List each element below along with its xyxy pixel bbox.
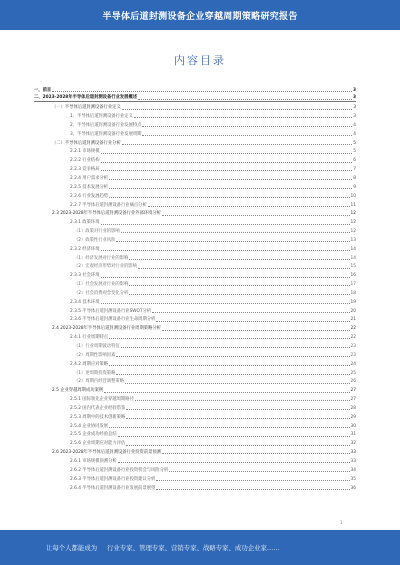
toc-entry[interactable] — [34, 287, 356, 296]
toc-entry-page: 30 — [350, 423, 356, 429]
toc-leader — [156, 480, 349, 481]
toc-entry-label: （2）社会消费观念变化分析 — [74, 290, 129, 296]
toc-entry[interactable] — [34, 455, 356, 464]
toc-leader — [118, 436, 350, 437]
toc-entry[interactable] — [34, 128, 356, 137]
toc-entry-label: 3、半导体后道封测设备行业发展周期 — [70, 131, 142, 137]
toc-entry-label: （2）政策性行业风险 — [74, 237, 116, 243]
toc-leader — [109, 338, 349, 339]
toc-entry-label: 2.2.7 半导体后道封测设备行业痛点分析 — [70, 202, 147, 208]
toc-leader — [121, 347, 350, 348]
toc-entry-page: 7 — [353, 167, 356, 173]
toc-entry-label: （1）逆周期投资策略 — [74, 370, 116, 376]
toc-leader — [129, 285, 349, 286]
toc-entry[interactable] — [34, 473, 356, 482]
toc-entry-page: 18 — [350, 290, 356, 296]
toc-entry[interactable] — [34, 367, 356, 376]
toc-entry-label: 2.6 2023-2028年半导体后道封测设备行业投资前景预测 — [52, 450, 161, 456]
toc-entry[interactable] — [34, 332, 356, 341]
toc-entry-page: 4 — [353, 131, 356, 137]
toc-entry-page: 11 — [350, 202, 356, 208]
toc-entry[interactable] — [34, 314, 356, 323]
toc-entry-page: 3 — [353, 87, 356, 93]
toc-leader — [156, 321, 349, 322]
toc-leader — [142, 135, 352, 136]
toc-entry-label: 2.6.3 半导体后道封测设备行业投资建议分析 — [70, 476, 156, 482]
toc-entry[interactable] — [34, 146, 356, 155]
toc-leader — [129, 294, 349, 295]
toc-entry-label: 2.4.2 周期应对策略 — [70, 361, 109, 367]
toc-entry-label: 2.5.5 企业成功经验总结 — [70, 432, 117, 438]
toc-leader — [126, 409, 349, 410]
toc-leader — [138, 99, 352, 100]
toc-entry-label: 2.3.5 半导体后道封测设备行业SWOT分析 — [70, 308, 152, 314]
toc-entry-page: 12 — [350, 220, 356, 226]
toc-entry-page: 5 — [353, 149, 356, 155]
toc-entry[interactable] — [34, 464, 356, 473]
toc-entry-label: 一、前言 — [34, 87, 52, 93]
toc-entry-page: 27 — [350, 388, 356, 394]
toc-entry[interactable] — [34, 305, 356, 314]
footer-roles: 行业专家、管理专家、营销专家、战略专家、成功企业家…… — [107, 544, 280, 552]
toc-entry-page: 14 — [350, 255, 356, 261]
footer-lead: 让每个人都能成为 — [46, 544, 98, 552]
toc-entry-label: 2.5.3 周期中的技术创新策略 — [70, 414, 126, 420]
toc-entry[interactable] — [34, 261, 356, 270]
toc-entry-page: 36 — [350, 485, 356, 491]
toc-entry-label: 2.5.2 国内代表企业经验借鉴 — [70, 405, 126, 411]
toc-entry[interactable] — [34, 119, 356, 128]
toc-entry[interactable] — [34, 411, 356, 420]
toc-entry-page: 20 — [350, 308, 356, 314]
toc-entry-page: 34 — [350, 467, 356, 473]
toc-entry-page: 28 — [350, 405, 356, 411]
toc-leader — [162, 453, 350, 454]
toc-entry-page: 3 — [353, 95, 356, 101]
toc-entry-label: 2.2.4 用户需求分析 — [70, 175, 109, 181]
toc-entry-label: （一）半导体后道封测设备行业定义 — [52, 105, 121, 111]
toc-leader — [125, 383, 350, 384]
toc-entry[interactable] — [34, 208, 356, 217]
toc-entry-page: 23 — [350, 344, 356, 350]
toc-leader — [134, 117, 352, 118]
toc-entry-label: 2.3.4 技术环境 — [70, 299, 100, 305]
toc-entry-page: 29 — [350, 414, 356, 420]
toc-entry-label: 2.5.1 国际领先企业穿越周期路径 — [70, 397, 134, 403]
toc-entry-page: 22 — [350, 326, 356, 332]
toc-entry[interactable] — [34, 447, 356, 456]
toc-leader — [116, 241, 349, 242]
toc-entry-label: 2.2.1 市场规模 — [70, 149, 100, 155]
toc-leader — [162, 215, 350, 216]
toc-entry-page: 9 — [353, 184, 356, 190]
toc-entry[interactable] — [34, 102, 356, 111]
toc-leader — [101, 162, 353, 163]
toc-leader — [101, 303, 350, 304]
toc-leader — [152, 312, 349, 313]
toc-leader — [101, 224, 350, 225]
toc-entry-label: （二）半导体后道封测设备行业分析 — [52, 140, 121, 146]
toc-entry-page: 21 — [350, 317, 356, 323]
toc-entry-label: 2.6.2 半导体后道封测设备行业投资机会与风险分析 — [70, 467, 169, 473]
toc-entry-label: 2.3.2 经济环境 — [70, 246, 100, 252]
toc-leader — [118, 462, 350, 463]
toc-entry-label: 2.3.3 社会环境 — [70, 273, 100, 279]
toc-leader — [162, 330, 350, 331]
toc-leader — [104, 392, 349, 393]
toc-entry-page: 13 — [350, 237, 356, 243]
toc-entry-label: 2.5.6 企业周期应对能力评估 — [70, 441, 126, 447]
toc-entry[interactable] — [34, 438, 356, 447]
toc-entry[interactable] — [34, 164, 356, 173]
toc-entry-page: 10 — [350, 193, 356, 199]
toc-leader — [169, 471, 349, 472]
toc-entry[interactable] — [34, 429, 356, 438]
report-title: 半导体后道封测设备企业穿越周期策略研究报告 — [102, 11, 298, 22]
toc-leader — [116, 356, 349, 357]
toc-entry[interactable] — [34, 84, 356, 93]
toc-entry-label: （1）行业周期波动特征 — [74, 344, 120, 350]
toc-entry-page: 3 — [353, 105, 356, 111]
toc-entry[interactable] — [34, 93, 356, 102]
toc-entry-page: 25 — [350, 370, 356, 376]
toc-entry-page: 8 — [353, 175, 356, 181]
toc-title: 内容目录 — [174, 54, 226, 67]
toc-leader — [126, 418, 349, 419]
toc-entry[interactable] — [34, 199, 356, 208]
toc-entry-label: （1）经济发展对行业的影响 — [74, 255, 129, 261]
toc-entry-page: 31 — [350, 432, 356, 438]
toc-entry-label: 2.5 企业穿越周期成功案例 — [52, 388, 104, 394]
page-number: 1 — [340, 520, 343, 525]
toc-leader — [101, 250, 350, 251]
toc-entry[interactable] — [34, 226, 356, 235]
toc-entry-label: 2.5.4 企业协同发展 — [70, 423, 109, 429]
report-footer — [0, 530, 400, 565]
toc-entry[interactable] — [34, 172, 356, 181]
toc-entry-label: 2.6.1 市场规模预测分析 — [70, 458, 117, 464]
toc-entry[interactable] — [34, 155, 356, 164]
toc-entry-page: 17 — [350, 282, 356, 288]
toc-entry[interactable] — [34, 243, 356, 252]
toc-entry[interactable] — [34, 358, 356, 367]
toc-entry-page: 32 — [350, 441, 356, 447]
toc-leader — [109, 188, 352, 189]
toc-entry[interactable] — [34, 279, 356, 288]
toc-entry-page: 12 — [350, 211, 356, 217]
toc-entry-page: 19 — [350, 299, 356, 305]
toc-entry-page: 35 — [350, 476, 356, 482]
toc-entry-page: 33 — [350, 458, 356, 464]
toc-entry-label: 2.3.6 半导体后道封测设备行业生命周期分析 — [70, 317, 156, 323]
toc-entry-label: 2.3 2023-2028年半导体后道封测设备行业外部环境分析 — [52, 211, 161, 217]
toc-entry[interactable] — [34, 340, 356, 349]
toc-entry[interactable] — [34, 111, 356, 120]
toc-entry-label: 2.3.1 政策环境 — [70, 220, 100, 226]
toc-leader — [101, 153, 353, 154]
toc-entry[interactable] — [34, 252, 356, 261]
toc-entry-label: 2.4.1 行业周期特点 — [70, 335, 109, 341]
toc-leader — [109, 197, 349, 198]
toc-leader — [126, 445, 349, 446]
table-of-contents — [34, 84, 356, 491]
toc-leader — [116, 374, 349, 375]
toc-entry[interactable] — [34, 190, 356, 199]
toc-entry[interactable] — [34, 217, 356, 226]
toc-entry-page: 3 — [353, 114, 356, 120]
toc-entry-page: 24 — [350, 361, 356, 367]
toc-entry[interactable] — [34, 234, 356, 243]
toc-entry-label: 2.2.3 竞争格局 — [70, 167, 100, 173]
toc-entry-page: 14 — [350, 246, 356, 252]
toc-leader — [122, 109, 353, 110]
toc-entry-page: 12 — [350, 229, 356, 235]
toc-entry[interactable] — [34, 385, 356, 394]
toc-entry-page: 26 — [350, 379, 356, 385]
toc-leader — [52, 91, 352, 92]
toc-entry-label: 2.2.6 行业发展趋势 — [70, 193, 109, 199]
toc-entry[interactable] — [34, 296, 356, 305]
toc-entry-label: 2.2.5 技术发展分析 — [70, 184, 109, 190]
toc-entry-label: （2）宏观经济形势对行业的影响 — [74, 264, 137, 270]
toc-entry-label: 2.4 2023-2028年半导体后道封测设备行业周期策略分析 — [52, 326, 161, 332]
toc-entry[interactable] — [34, 323, 356, 332]
toc-entry-page: 33 — [350, 450, 356, 456]
toc-entry-page: 6 — [353, 158, 356, 164]
toc-entry[interactable] — [34, 376, 356, 385]
toc-entry-label: 2.2.2 行业结构 — [70, 158, 100, 164]
toc-entry-label: 2.6.4 半导体后道封测设备行业发展前景展望 — [70, 485, 156, 491]
toc-entry-label: 1、半导体后道封测设备行业定义 — [70, 114, 133, 120]
toc-entry-label: 2、半导体后道封测设备行业发展特点 — [70, 122, 142, 128]
toc-leader — [148, 206, 350, 207]
toc-entry[interactable] — [34, 394, 356, 403]
toc-leader — [109, 365, 349, 366]
toc-entry-label: （1）社会发展对行业的影响 — [74, 282, 129, 288]
toc-entry-page: 22 — [350, 335, 356, 341]
toc-entry-page: 27 — [350, 397, 356, 403]
report-header — [0, 0, 400, 30]
toc-entry-label: （2）周期性影响因素 — [74, 352, 116, 358]
toc-entry[interactable] — [34, 181, 356, 190]
toc-entry-label: （1）政策对行业的影响 — [74, 229, 120, 235]
toc-entry-label: （2）周期内经营调整策略 — [74, 379, 124, 385]
toc-leader — [135, 400, 350, 401]
toc-entry-page: 5 — [353, 140, 356, 146]
toc-leader — [129, 259, 349, 260]
toc-leader — [101, 170, 353, 171]
toc-leader — [109, 179, 352, 180]
toc-entry[interactable] — [34, 402, 356, 411]
toc-entry[interactable] — [34, 270, 356, 279]
toc-leader — [138, 268, 350, 269]
toc-entry[interactable] — [34, 482, 356, 491]
toc-leader — [121, 232, 350, 233]
toc-entry-page: 4 — [353, 122, 356, 128]
toc-entry[interactable] — [34, 137, 356, 146]
toc-entry-page: 15 — [350, 264, 356, 270]
toc-entry-page: 16 — [350, 273, 356, 279]
toc-leader — [109, 427, 349, 428]
toc-leader — [142, 126, 352, 127]
toc-leader — [156, 489, 349, 490]
toc-leader — [101, 277, 350, 278]
toc-entry[interactable] — [34, 349, 356, 358]
toc-entry[interactable] — [34, 420, 356, 429]
toc-entry-label: 二、2023-2028年半导体后道封测设备行业发展概述 — [34, 95, 138, 101]
toc-entry-page: 23 — [350, 352, 356, 358]
toc-leader — [122, 144, 353, 145]
